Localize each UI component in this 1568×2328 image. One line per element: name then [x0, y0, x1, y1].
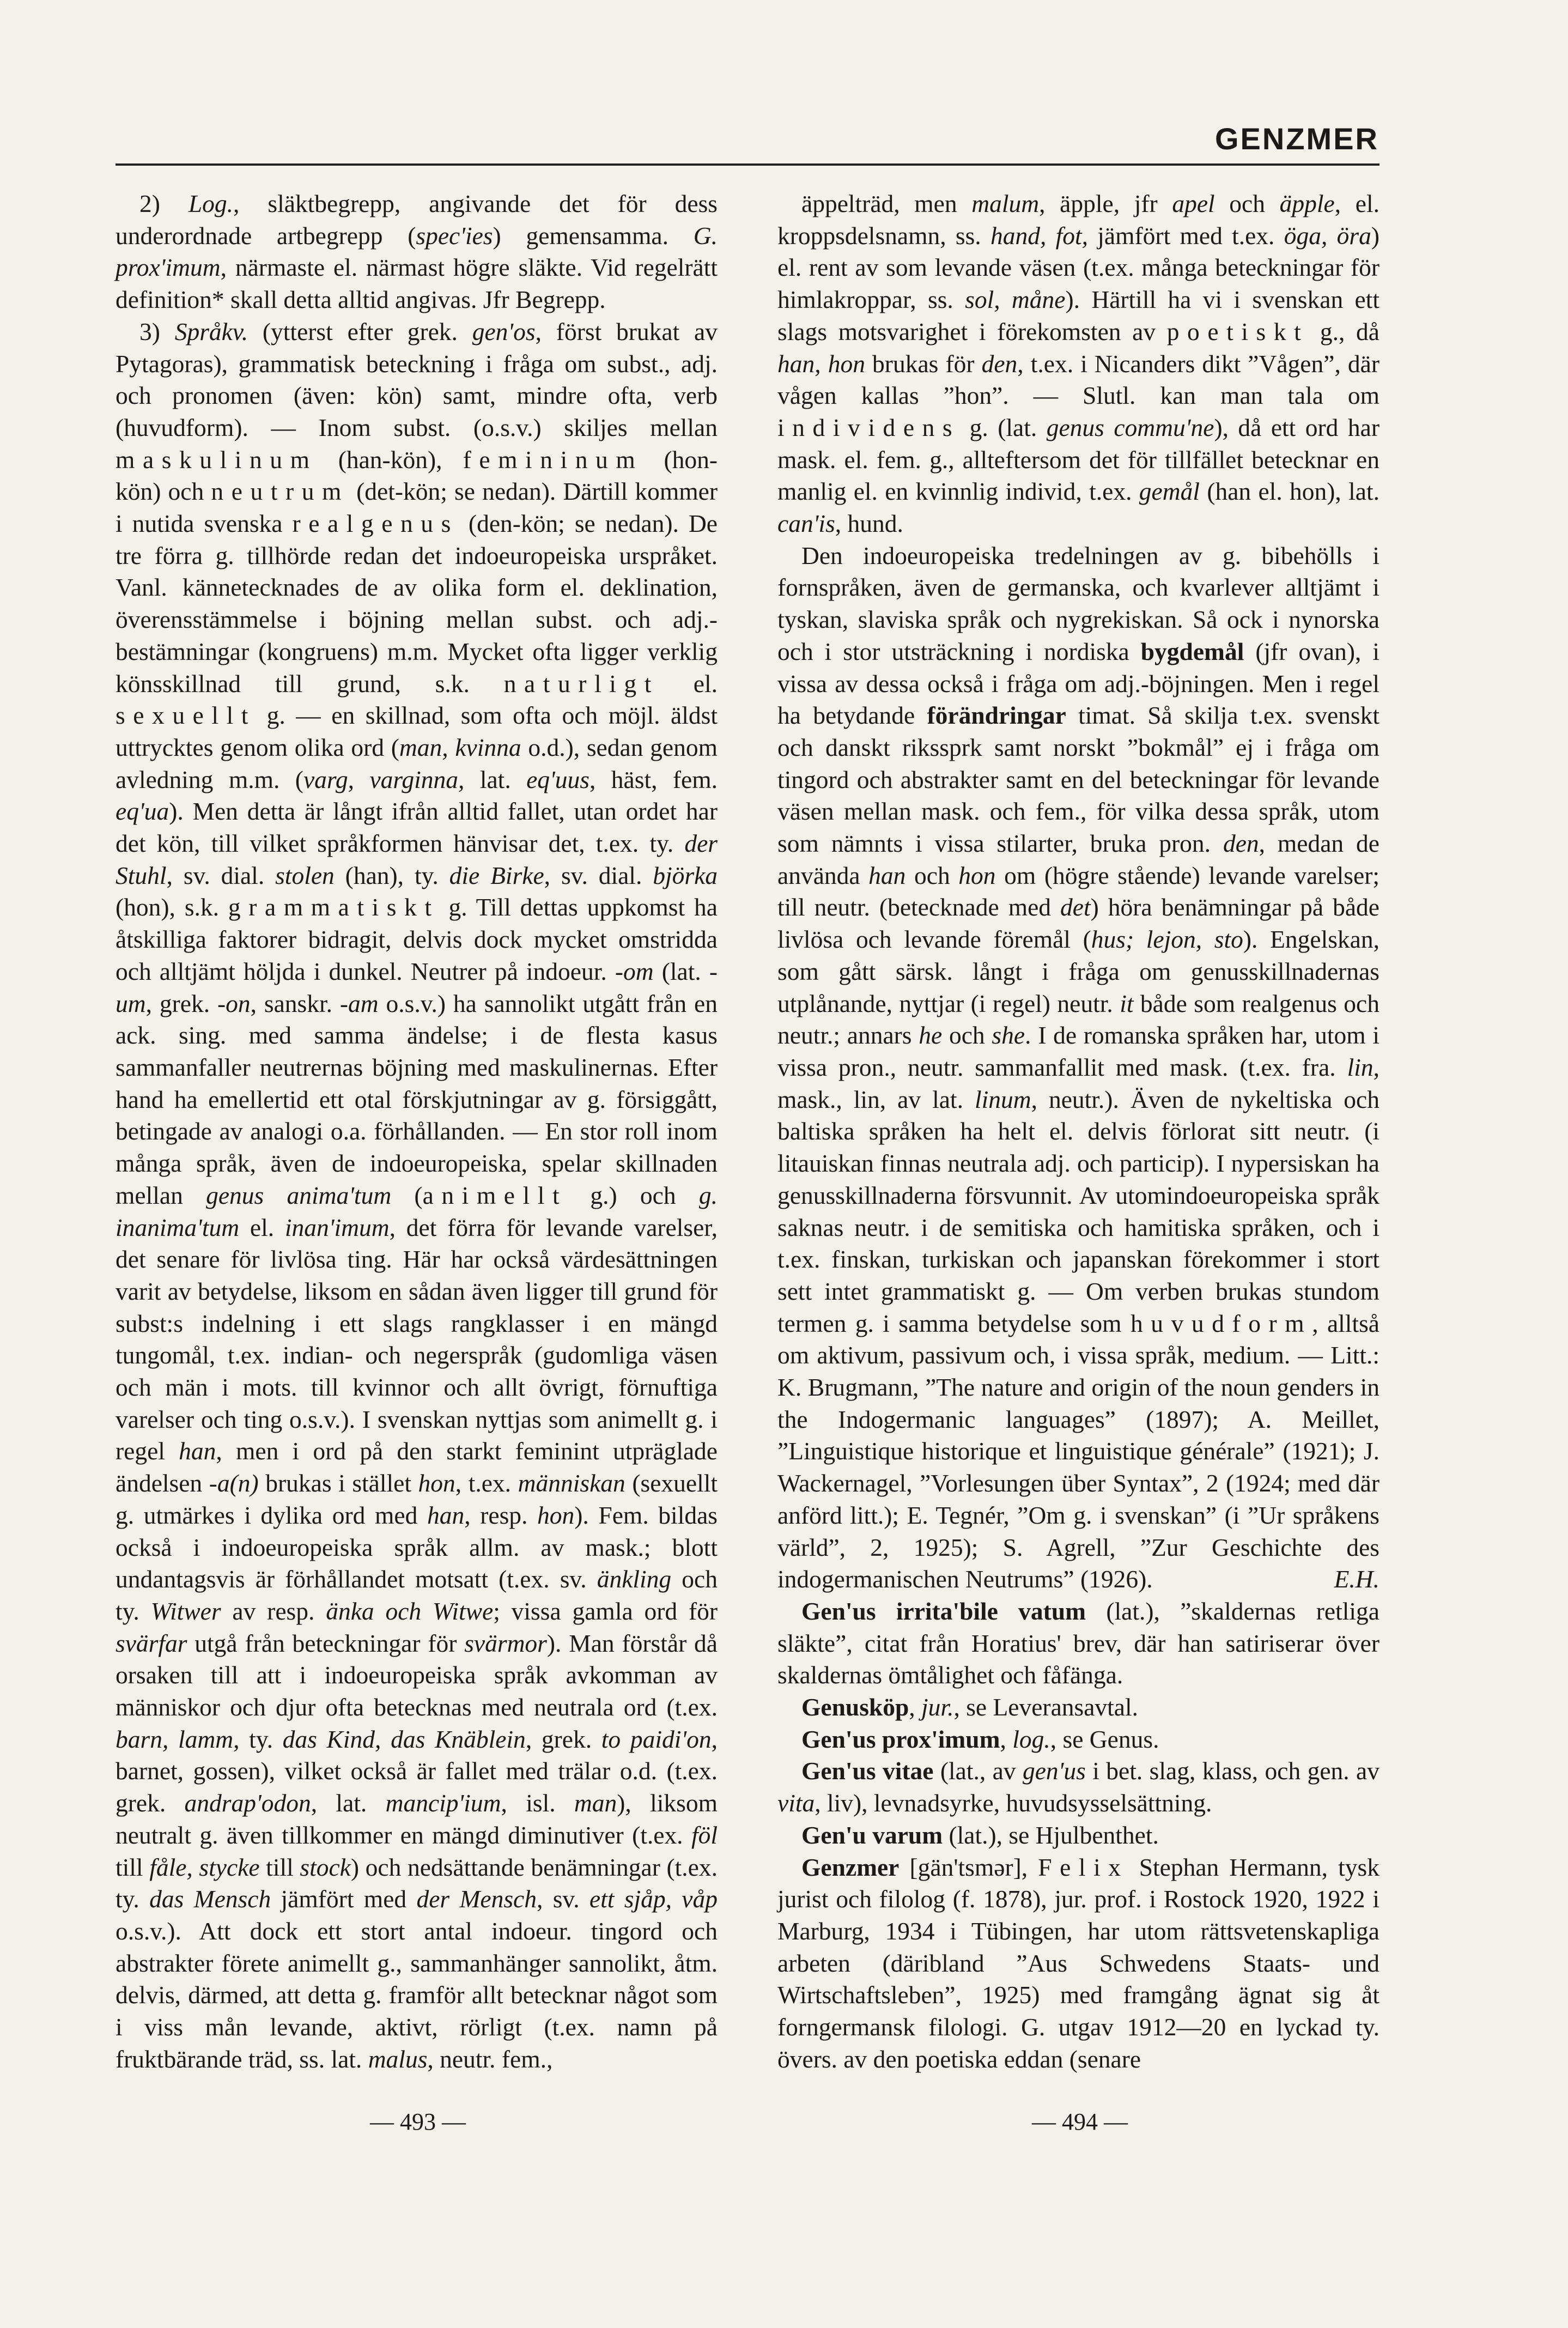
left-column [116, 188, 718, 2075]
paragraph: äppelträd, men malum, äpple, jfr apel och äpple, el. kroppsdelsnamn, ss. hand, fot, jämfört med t.ex. öga, öra) el. rent av som levande väsen (t.ex. många beteckningar för himlakroppar, ss. sol, måne). Härtill ha vi i svenskan ett slags motsvarighet i förekomsten av poetiskt g., då han, hon brukas för den, t.ex. i Nicanders dikt ”Vågen”, där vågen kallas ”hon”. — Slutl. kan man tala om individens g. (lat. genus commu'ne), då ett ord har mask. el. fem. g., allteftersom det för tillfället betecknar en manlig el. en kvinnlig individ, t.ex. gemål (han el. hon), lat. can'is, hund. [777, 190, 1380, 538]
paragraph: Gen'us vitae (lat., av gen'us i bet. slag, klass, och gen. av vita, liv), levnadsyrke, huvudsysselsättning. [777, 1757, 1379, 1817]
paragraph: 2) Log., släktbegrepp, angivande det för dess underordnade artbegrepp (spec'ies) gemensamma. G. prox'imum, närmaste el. närmast högre släkte. Vid regelrätt definition* skall detta alltid angivas. Jfr Begrepp. [116, 190, 718, 314]
page-number-right: — 494 — [1032, 2108, 1128, 2135]
running-head: GENZMER [1215, 122, 1379, 156]
header-rule [116, 163, 1379, 166]
paragraph: Gen'us irrita'bile vatum (lat.), ”skaldernas retliga släkte”, citat från Horatius' brev, där han satiriserar över skaldernas ömtålighet och fåfänga. [777, 1597, 1379, 1689]
right-column [777, 188, 1379, 2075]
paragraph: Gen'us prox'imum, log., se Genus. [801, 1725, 1159, 1753]
paragraph: Genzmer [gän'tsmər], Felix Stephan Hermann, tysk jurist och filolog (f. 1878), jur. prof. i Rostock 1920, 1922 i Marburg, 1934 i Tübingen, har utom rättsvetenskapliga arbeten (däribland ”Aus Schwedens Staats- und Wirtschaftsleben”, 1925) med framgång ägnat sig åt forngermansk filologi. G. utgav 1912—20 en lyckad ty. övers. av den poetiska eddan (senare [777, 1853, 1379, 2073]
page-number-left: — 493 — [370, 2108, 466, 2135]
paragraph: Gen'u varum (lat.), se Hjulbenthet. [801, 1821, 1159, 1849]
paragraph: Genusköp, jur., se Leveransavtal. [801, 1693, 1139, 1721]
paragraph: 3) Språkv. (ytterst efter grek. gen'os, först brukat av Pytagoras), grammatisk beteckning i fråga om subst., adj. och pronomen (även: kön) samt, mindre ofta, verb (huvudform). — Inom subst. (o.s.v.) skiljes mellan maskulinum (han-kön), femininum (hon-kön) och neutrum (det-kön; se nedan). Därtill kommer i nutida svenska realgenus (den-kön; se nedan). De tre förra g. tillhörde redan det indoeuropeiska urspråket. Vanl. kännetecknades de av olika form el. deklination, överensstämmelse i böjning mellan subst. och adj.-bestämningar (kongruens) m.m. Mycket ofta ligger verklig könsskillnad till grund, s.k. naturligt el. sexuellt g. — en skillnad, som ofta och möjl. äldst uttrycktes genom olika ord (man, kvinna o.d.), sedan genom avledning m.m. (varg, varginna, lat. eq'uus, häst, fem. eq'ua). Men detta är långt ifrån alltid fallet, utan ordet har det kön, till vilket språkformen hänvisar det, t.ex. ty. der Stuhl, sv. dial. stolen (han), ty. die Birke, sv. dial. björka (hon), s.k. grammatiskt g. Till dettas uppkomst ha åtskilliga faktorer bidragit, delvis dock mycket omstridda och alltjämt höljda i dunkel. Neutrer på indoeur. -om (lat. -um, grek. -on, sanskr. -am o.s.v.) ha sannolikt utgått från en ack. sing. med samma ändelse; i de flesta kasus sammanfaller neutrernas böjning med maskulinernas. Efter hand ha emellertid ett otal förskjutningar av g. försiggått, betingade av analogi o.a. förhållanden. — En stor roll inom många språk, även de indoeuropeiska, spelar skillnaden mellan genus anima'tum (animellt g.) och g. inanima'tum el. inan'imum, det förra för levande varelser, det senare för livlösa ting. Här har också värdesättningen varit av betydelse, liksom en sådan även ligger till grund för subst:s indelning i ett slags rangklasser i en mängd tungomål, t.ex. indian- och negerspråk (gudomliga väsen och män i mots. till kvinnor och allt övrigt, förnuftiga varelser och ting o.s.v.). I svenskan nyttjas som animellt g. i regel han, men i ord på den starkt feminint utpräglade ändelsen -a(n) brukas i stället hon, t.ex. människan (sexuellt g. utmärkes i dylika ord med han, resp. hon). Fem. bildas också i indoeuropeiska språk allm. av mask.; blott undantagsvis är förhållandet motsatt (t.ex. sv. änkling och ty. Witwer av resp. änka och Witwe; vissa gamla ord för svärfar utgå från beteckningar för svärmor). Man förstår då orsaken till att i indoeuropeiska språk avkomman av människor och djur ofta betecknas med neutrala ord (t.ex. barn, lamm, ty. das Kind, das Knäblein, grek. to paidi'on, barnet, gossen), vilket också är fallet med trälar o.d. (t.ex. grek. andrap'odon, lat. mancip'ium, isl. man), liksom neutralt g. även tillkommer en mängd diminutiver (t.ex. föl till fåle, stycke till stock) och nedsättande benämningar (t.ex. ty. das Mensch jämfört med der Mensch, sv. ett sjåp, våp o.s.v.). Att dock ett stort antal indoeur. tingord och abstrakter förete animellt g., sammanhänger sannolikt, åtm. delvis, därmed, att detta g. framför allt betecknar något som i viss mån levande, aktivt, rörligt (t.ex. namn på fruktbärande träd, ss. lat. malus, neutr. fem., [116, 317, 718, 2073]
paragraph: Den indoeuropeiska tredelningen av g. bibehölls i fornspråken, även de germanska, och kvarlever alltjämt i tyskan, slaviska språk och nygrekiskan. Så ock i nynorska och i stor utsträckning i nordiska bygdemål (jfr ovan), i vissa av dessa också i fråga om adj.-böjningen. Men i regel ha betydande förändringar timat. Så skilja t.ex. svenskt och danskt rikssprk samt norskt ”bokmål” ej i fråga om tingord och abstrakter samt en del beteckningar för levande väsen mellan mask. och fem., för vilka dessa språk, utom som nämnts i vissa stilarter, bruka pron. den, medan de använda han och hon om (högre stående) levande varelser; till neutr. (betecknade med det) höra benämningar på både livlösa och levande föremål (hus; lejon, sto). Engelskan, som gått särsk. långt i fråga om genusskillnadernas utplånande, nyttjar (i regel) neutr. it både som realgenus och neutr.; annars he och she. I de romanska språken har, utom i vissa pron., neutr. sammanfallit med mask. (t.ex. fra. lin, mask., lin, av lat. linum, neutr.). Även de nykeltiska och baltiska språken ha helt el. delvis förlorat sitt neutr. (i litauiskan finnas neutrala adj. och particip). I nypersiskan ha genusskillnaderna försvunnit. Av utomindoeuropeiska språk saknas neutr. i de semitiska och hamitiska språken, och i t.ex. finskan, turkiskan och japanskan förekommer i stort sett intet grammatiskt g. — Om verben brukas stundom termen g. i samma betydelse som huvudform, alltså om aktivum, passivum och, i vissa språk, medium. — Litt.: K. Brugmann, ”The nature and origin of the noun genders in the Indogermanic languages” (1897); A. Meillet, ”Linguistique historique et linguistique générale” (1921); J. Wackernagel, ”Vorlesungen über Syntax”, 2 (1924; med där anförd litt.); E. Tegnér, ”Om g. i svenskan” (i ”Ur språkens värld”, 2, 1925); S. Agrell, ”Zur Geschichte des indogermanischen Neutrums” (1926). E.H. [777, 541, 1379, 1593]
